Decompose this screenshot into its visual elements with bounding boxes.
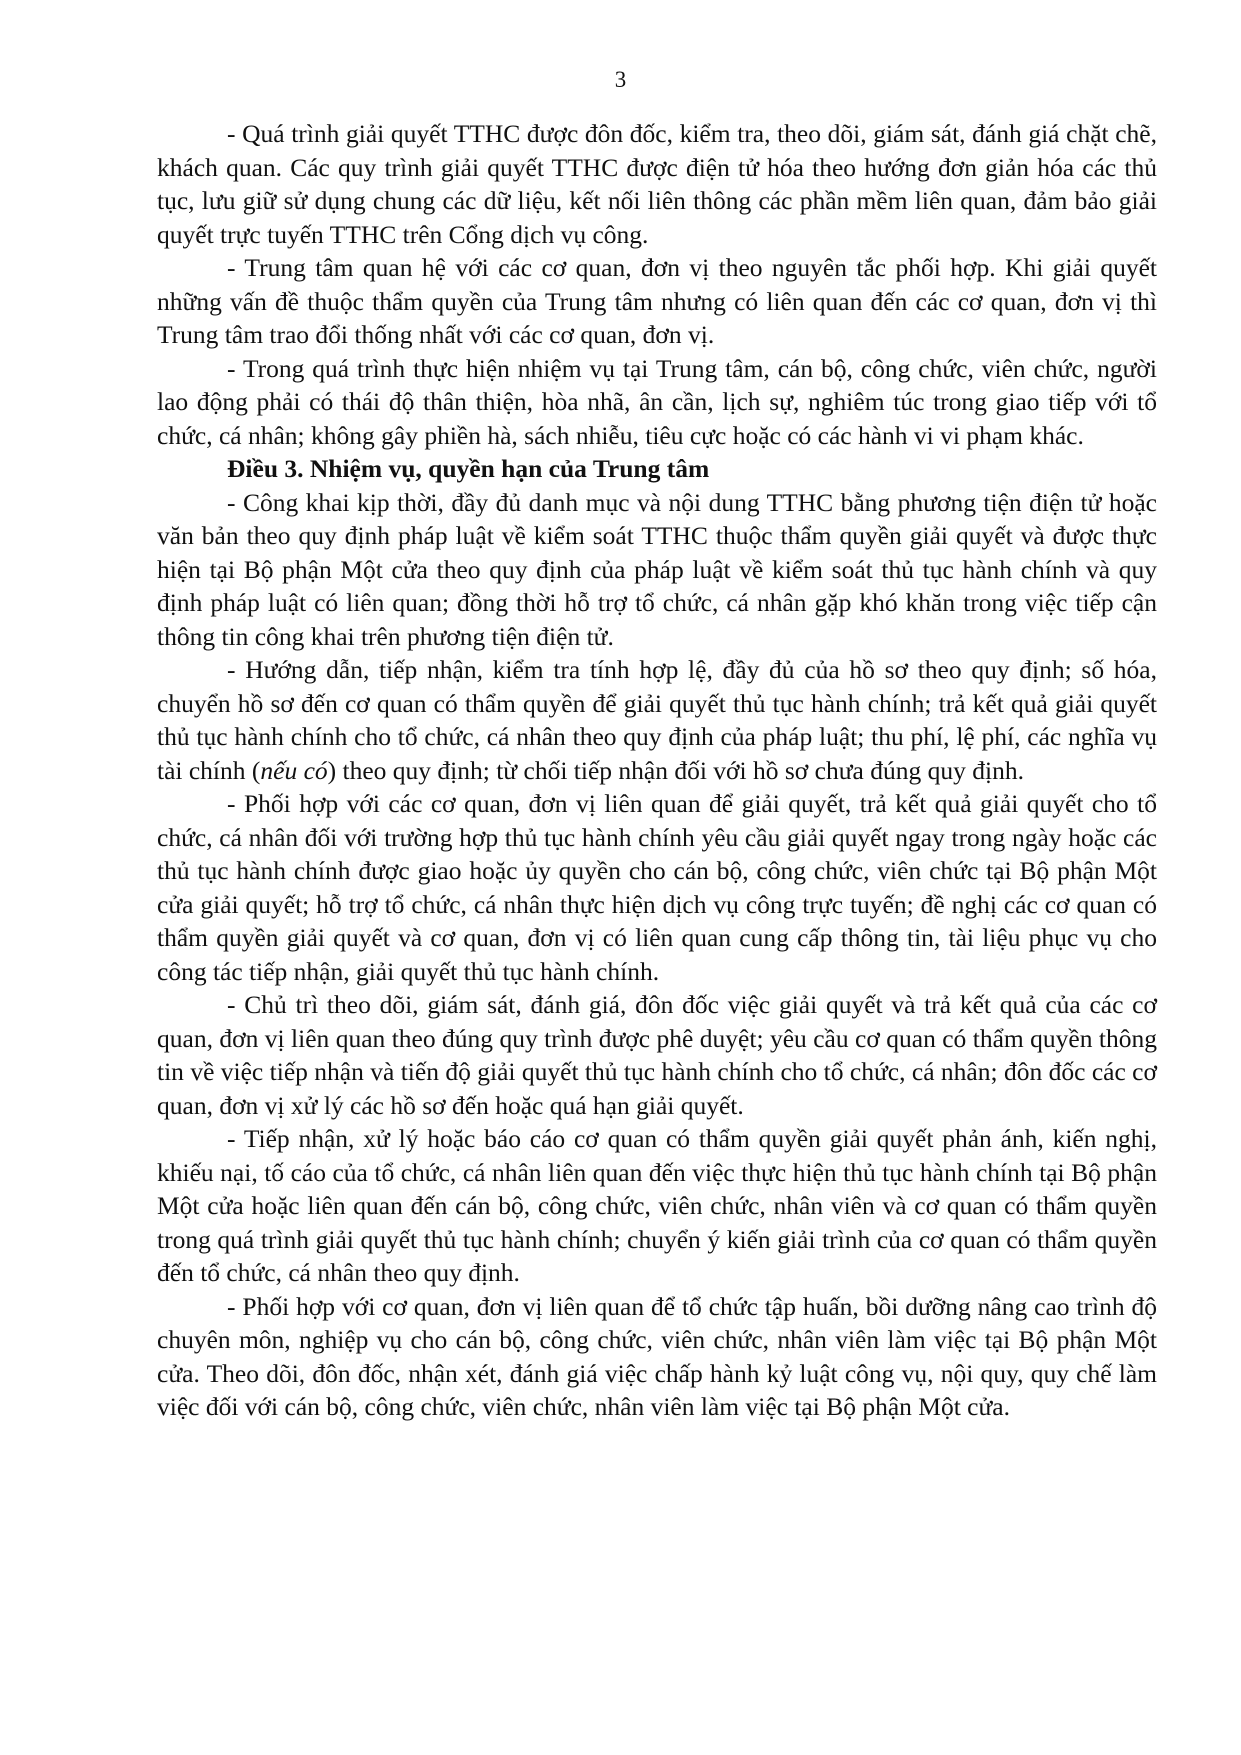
- paragraph: - Quá trình giải quyết TTHC được đôn đốc, kiểm tra, theo dõi, giám sát, đánh giá chặt chẽ, khách quan. Các quy trình giải quyết TTHC được điện tử hóa theo hướng đơn giản hóa các thủ tục, lưu giữ sử dụng chung các dữ liệu, kết nối liên thông các phần mềm liên quan, đảm bảo giải quyết trực tuyến TTHC trên Cổng dịch vụ công.: [157, 119, 1157, 249]
- paragraph: - Trung tâm quan hệ với các cơ quan, đơn vị theo nguyên tắc phối hợp. Khi giải quyết những vấn đề thuộc thẩm quyền của Trung tâm nhưng có liên quan đến các cơ quan, đơn vị thì Trung tâm trao đổi thống nhất với các cơ quan, đơn vị.: [157, 253, 1157, 349]
- document-body: [157, 117, 1157, 1424]
- article-heading: Điều 3. Nhiệm vụ, quyền hạn của Trung tâm: [227, 454, 710, 483]
- paragraph-text: - Hướng dẫn, tiếp nhận, kiểm tra tính hợp lệ, đầy đủ của hồ sơ theo quy định; số hóa, chuyển hồ sơ đến cơ quan có thẩm quyền để giải quyết thủ tục hành chính; trả kết quả giải quyết thủ tục hành chính cho tổ chức, cá nhân theo quy định của pháp luật; thu phí, lệ phí, các nghĩa vụ tài chính (: [157, 655, 1157, 785]
- paragraph: - Trong quá trình thực hiện nhiệm vụ tại Trung tâm, cán bộ, công chức, viên chức, người lao động phải có thái độ thân thiện, hòa nhã, ân cần, lịch sự, nghiêm túc trong giao tiếp với tổ chức, cá nhân; không gây phiền hà, sách nhiễu, tiêu cực hoặc có các hành vi vi phạm khác.: [157, 353, 1157, 450]
- paragraph: [157, 653, 1157, 787]
- paragraph-text: ) theo quy định; từ chối tiếp nhận đối với hồ sơ chưa đúng quy định.: [327, 755, 1024, 785]
- paragraph: - Phối hợp với cơ quan, đơn vị liên quan để tổ chức tập huấn, bồi dưỡng nâng cao trình độ chuyên môn, nghiệp vụ cho cán bộ, công chức, viên chức, nhân viên làm việc tại Bộ phận Một cửa. Theo dõi, đôn đốc, nhận xét, đánh giá việc chấp hành kỷ luật công vụ, nội quy, quy chế làm việc đối với cán bộ, công chức, viên chức, nhân viên làm việc tại Bộ phận Một cửa.: [157, 1291, 1157, 1421]
- paragraph: - Tiếp nhận, xử lý hoặc báo cáo cơ quan có thẩm quyền giải quyết phản ánh, kiến nghị, khiếu nại, tố cáo của tổ chức, cá nhân liên quan đến việc thực hiện thủ tục hành chính tại Bộ phận Một cửa hoặc liên quan đến cán bộ, công chức, viên chức, nhân viên và cơ quan có thẩm quyền trong quá trình giải quyết thủ tục hành chính; chuyển ý kiến giải trình của cơ quan có thẩm quyền đến tổ chức, cá nhân theo quy định.: [157, 1124, 1157, 1287]
- paragraph: - Công khai kịp thời, đầy đủ danh mục và nội dung TTHC bằng phương tiện điện tử hoặc văn bản theo quy định pháp luật về kiểm soát TTHC thuộc thẩm quyền giải quyết và được thực hiện tại Bộ phận Một cửa theo quy định của pháp luật về kiểm soát thủ tục hành chính và quy định pháp luật có liên quan; đồng thời hỗ trợ tổ chức, cá nhân gặp khó khăn trong việc tiếp cận thông tin công khai trên phương tiện điện tử.: [157, 487, 1157, 651]
- page-number: 3: [614, 67, 627, 92]
- paragraph: - Chủ trì theo dõi, giám sát, đánh giá, đôn đốc việc giải quyết và trả kết quả của các cơ quan, đơn vị liên quan theo đúng quy trình được phê duyệt; yêu cầu cơ quan có thẩm quyền thông tin về việc tiếp nhận và tiến độ giải quyết thủ tục hành chính cho tổ chức, cá nhân; đôn đốc các cơ quan, đơn vị xử lý các hồ sơ đến hoặc quá hạn giải quyết.: [157, 990, 1157, 1120]
- paragraph: - Phối hợp với các cơ quan, đơn vị liên quan để giải quyết, trả kết quả giải quyết cho tổ chức, cá nhân đối với trường hợp thủ tục hành chính yêu cầu giải quyết ngay trong ngày hoặc các thủ tục hành chính được giao hoặc ủy quyền cho cán bộ, công chức, viên chức tại Bộ phận Một cửa giải quyết; hỗ trợ tổ chức, cá nhân thực hiện dịch vụ công trực tuyến; đề nghị các cơ quan có thẩm quyền giải quyết và cơ quan, đơn vị có liên quan cung cấp thông tin, tài liệu phục vụ cho công tác tiếp nhận, giải quyết thủ tục hành chính.: [157, 789, 1157, 986]
- italic-note: nếu có: [260, 755, 328, 785]
